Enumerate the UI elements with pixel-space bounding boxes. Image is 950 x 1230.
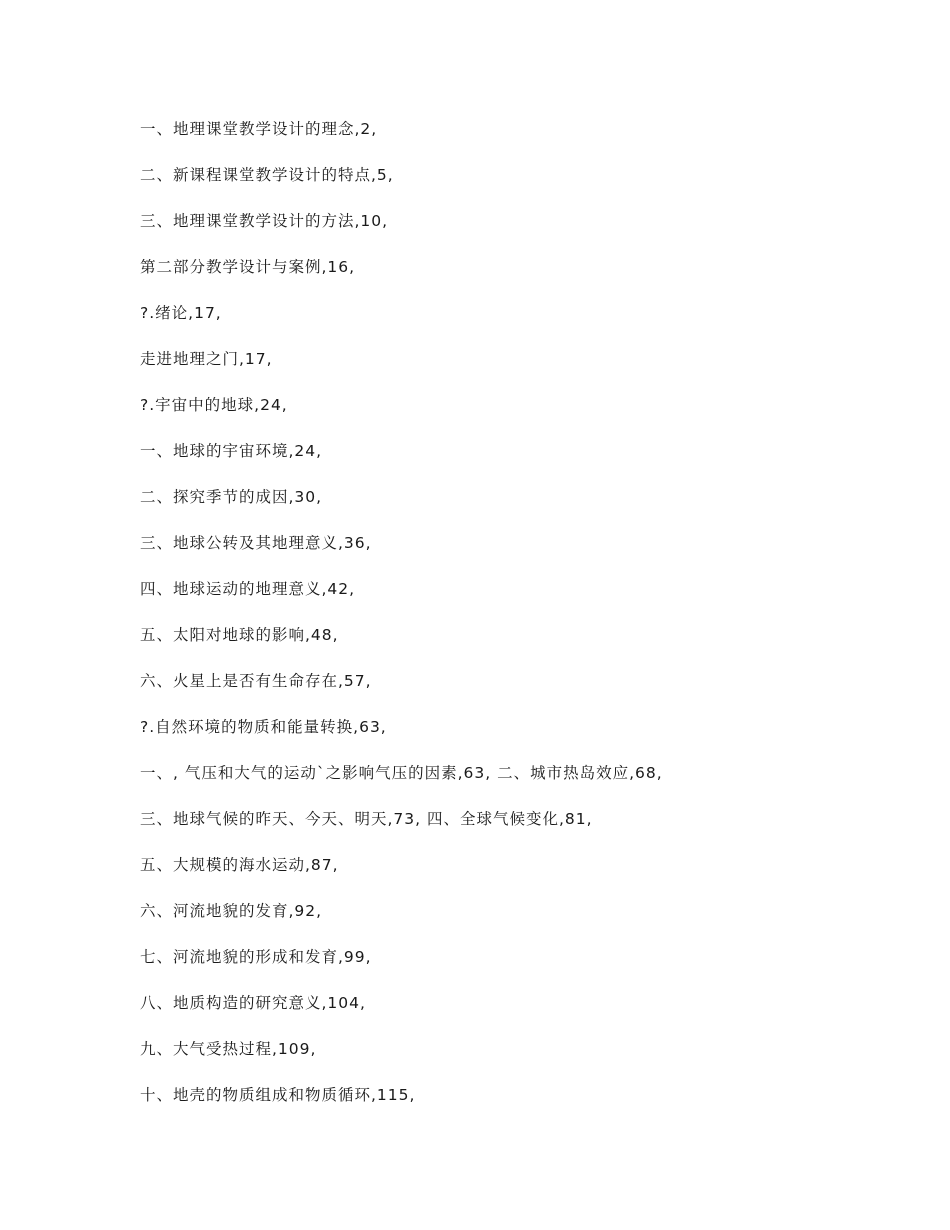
toc-line: 五、大规模的海水运动,87, [140, 856, 339, 874]
toc-line: 二、新课程课堂教学设计的特点,5, [140, 166, 394, 184]
toc-line: 六、河流地貌的发育,92, [140, 902, 323, 920]
toc-line: 四、地球运动的地理意义,42, [140, 580, 356, 598]
toc-line: 七、河流地貌的形成和发育,99, [140, 948, 372, 966]
toc-line: 三、地球气候的昨天、今天、明天,73, 四、全球气候变化,81, [140, 810, 593, 828]
toc-line: 五、太阳对地球的影响,48, [140, 626, 339, 644]
toc-line: 一、, 气压和大气的运动`之影响气压的因素,63, 二、城市热岛效应,68, [140, 764, 663, 782]
toc-line: 一、地理课堂教学设计的理念,2, [140, 120, 378, 138]
toc-line: 十、地壳的物质组成和物质循环,115, [140, 1086, 416, 1104]
toc-line: 走进地理之门,17, [140, 350, 273, 368]
toc-line: ?.自然环境的物质和能量转换,63, [140, 718, 387, 736]
toc-line: ?.绪论,17, [140, 304, 222, 322]
toc-line: 第二部分教学设计与案例,16, [140, 258, 356, 276]
toc-line: 六、火星上是否有生命存在,57, [140, 672, 372, 690]
toc-line: 二、探究季节的成因,30, [140, 488, 323, 506]
toc-line: ?.宇宙中的地球,24, [140, 396, 288, 414]
toc-line: 九、大气受热过程,109, [140, 1040, 317, 1058]
toc-line: 三、地球公转及其地理意义,36, [140, 534, 372, 552]
table-of-contents [140, 118, 900, 1130]
toc-line: 一、地球的宇宙环境,24, [140, 442, 323, 460]
toc-line: 八、地质构造的研究意义,104, [140, 994, 366, 1012]
toc-line: 三、地理课堂教学设计的方法,10, [140, 212, 389, 230]
